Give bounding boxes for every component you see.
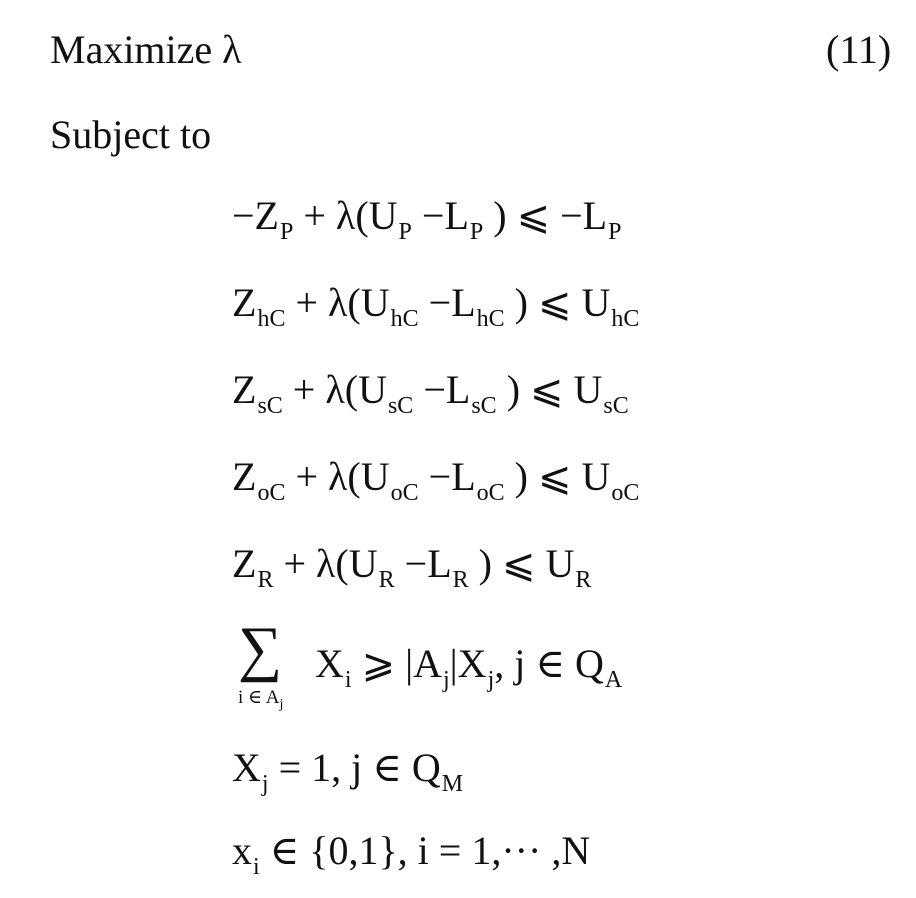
objective-text: Maximize λ [50, 27, 242, 72]
constraint-minus: −L [394, 541, 452, 586]
constraint-rhs-sub: P [608, 219, 622, 245]
constraint-mid: + λ(U [283, 541, 378, 586]
constraint-pre: Z [232, 367, 257, 412]
constraint-close: ) ⩽ U [504, 454, 611, 499]
constraint-4 [232, 454, 640, 506]
constraint-mid: + λ(U [295, 454, 390, 499]
constraint-rhs-sub: sC [603, 393, 629, 419]
constraint-minus: −L [411, 193, 469, 238]
objective-line [50, 27, 242, 72]
fix-x-sub: j [261, 771, 269, 797]
constraint-minus-sub: P [469, 219, 484, 245]
constraint-close: ) ⩽ U [496, 367, 603, 412]
constraint-minus-sub: sC [471, 393, 497, 419]
sum-cond: , j ∈ Q [494, 641, 604, 686]
sum-after: |X [449, 641, 487, 686]
summation-block [232, 615, 312, 713]
equation-number [826, 27, 892, 72]
constraint-pre-sub: sC [257, 393, 283, 419]
domain-x: x [232, 828, 252, 873]
constraint-pre-sub: oC [257, 480, 286, 506]
constraint-mid-sub: P [398, 219, 412, 245]
sum-after-sub: j [487, 667, 495, 693]
constraint-pre: Z [232, 541, 257, 586]
constraint-pre: Z [232, 454, 257, 499]
constraint-minus-sub: R [452, 567, 469, 593]
constraint-close: ) ⩽ U [504, 280, 611, 325]
constraint-mid: + λ(U [295, 280, 390, 325]
subject-to-line [50, 112, 212, 157]
sum-x: X [315, 641, 344, 686]
summation-index [238, 686, 284, 712]
constraint-minus: −L [413, 367, 471, 412]
constraint-minus-sub: hC [476, 306, 505, 332]
constraint-minus: −L [418, 280, 476, 325]
constraint-pre-sub: hC [257, 306, 286, 332]
constraint-mid: + λ(U [292, 367, 387, 412]
summation-index-text: i ∈ A [238, 687, 280, 708]
constraint-close: ) ⩽ −L [483, 193, 608, 238]
domain-constraint [232, 828, 591, 880]
summation-sign: ∑ [238, 615, 283, 683]
constraint-5 [232, 541, 592, 593]
constraint-pre-sub: P [280, 219, 294, 245]
constraint-pre-sub: R [257, 567, 274, 593]
constraint-rhs-sub: R [575, 567, 592, 593]
domain-rest: ∈ {0,1}, i = 1,··· ,N [259, 828, 591, 873]
fix-rest-sub: M [441, 771, 464, 797]
summation-constraint [315, 641, 623, 693]
constraint-close: ) ⩽ U [468, 541, 575, 586]
constraint-rhs-sub: oC [611, 480, 640, 506]
constraint-rhs-sub: hC [611, 306, 640, 332]
fix-constraint [232, 745, 464, 797]
constraint-minus-sub: oC [476, 480, 505, 506]
sum-a-sub: j [442, 667, 450, 693]
fix-x: X [232, 745, 261, 790]
sum-x-sub: i [344, 667, 352, 693]
constraint-3 [232, 367, 629, 419]
constraint-pre: −Z [232, 193, 279, 238]
constraint-2 [232, 280, 640, 332]
constraint-mid-sub: hC [390, 306, 419, 332]
constraint-mid-sub: oC [390, 480, 419, 506]
constraint-minus: −L [418, 454, 476, 499]
constraint-1 [232, 193, 622, 245]
sum-rel: ⩾ |A [361, 641, 442, 686]
domain-x-sub: i [253, 854, 260, 880]
constraint-mid-sub: sC [387, 393, 414, 419]
constraint-pre: Z [232, 280, 257, 325]
summation-index-sub: j [279, 697, 284, 712]
constraint-mid-sub: R [378, 567, 395, 593]
equation-number-text: (11) [826, 27, 892, 72]
subject-to-text: Subject to [50, 112, 212, 157]
fix-rest: = 1, j ∈ Q [268, 745, 441, 790]
constraint-mid: + λ(U [303, 193, 398, 238]
sum-cond-sub: A [604, 667, 623, 693]
